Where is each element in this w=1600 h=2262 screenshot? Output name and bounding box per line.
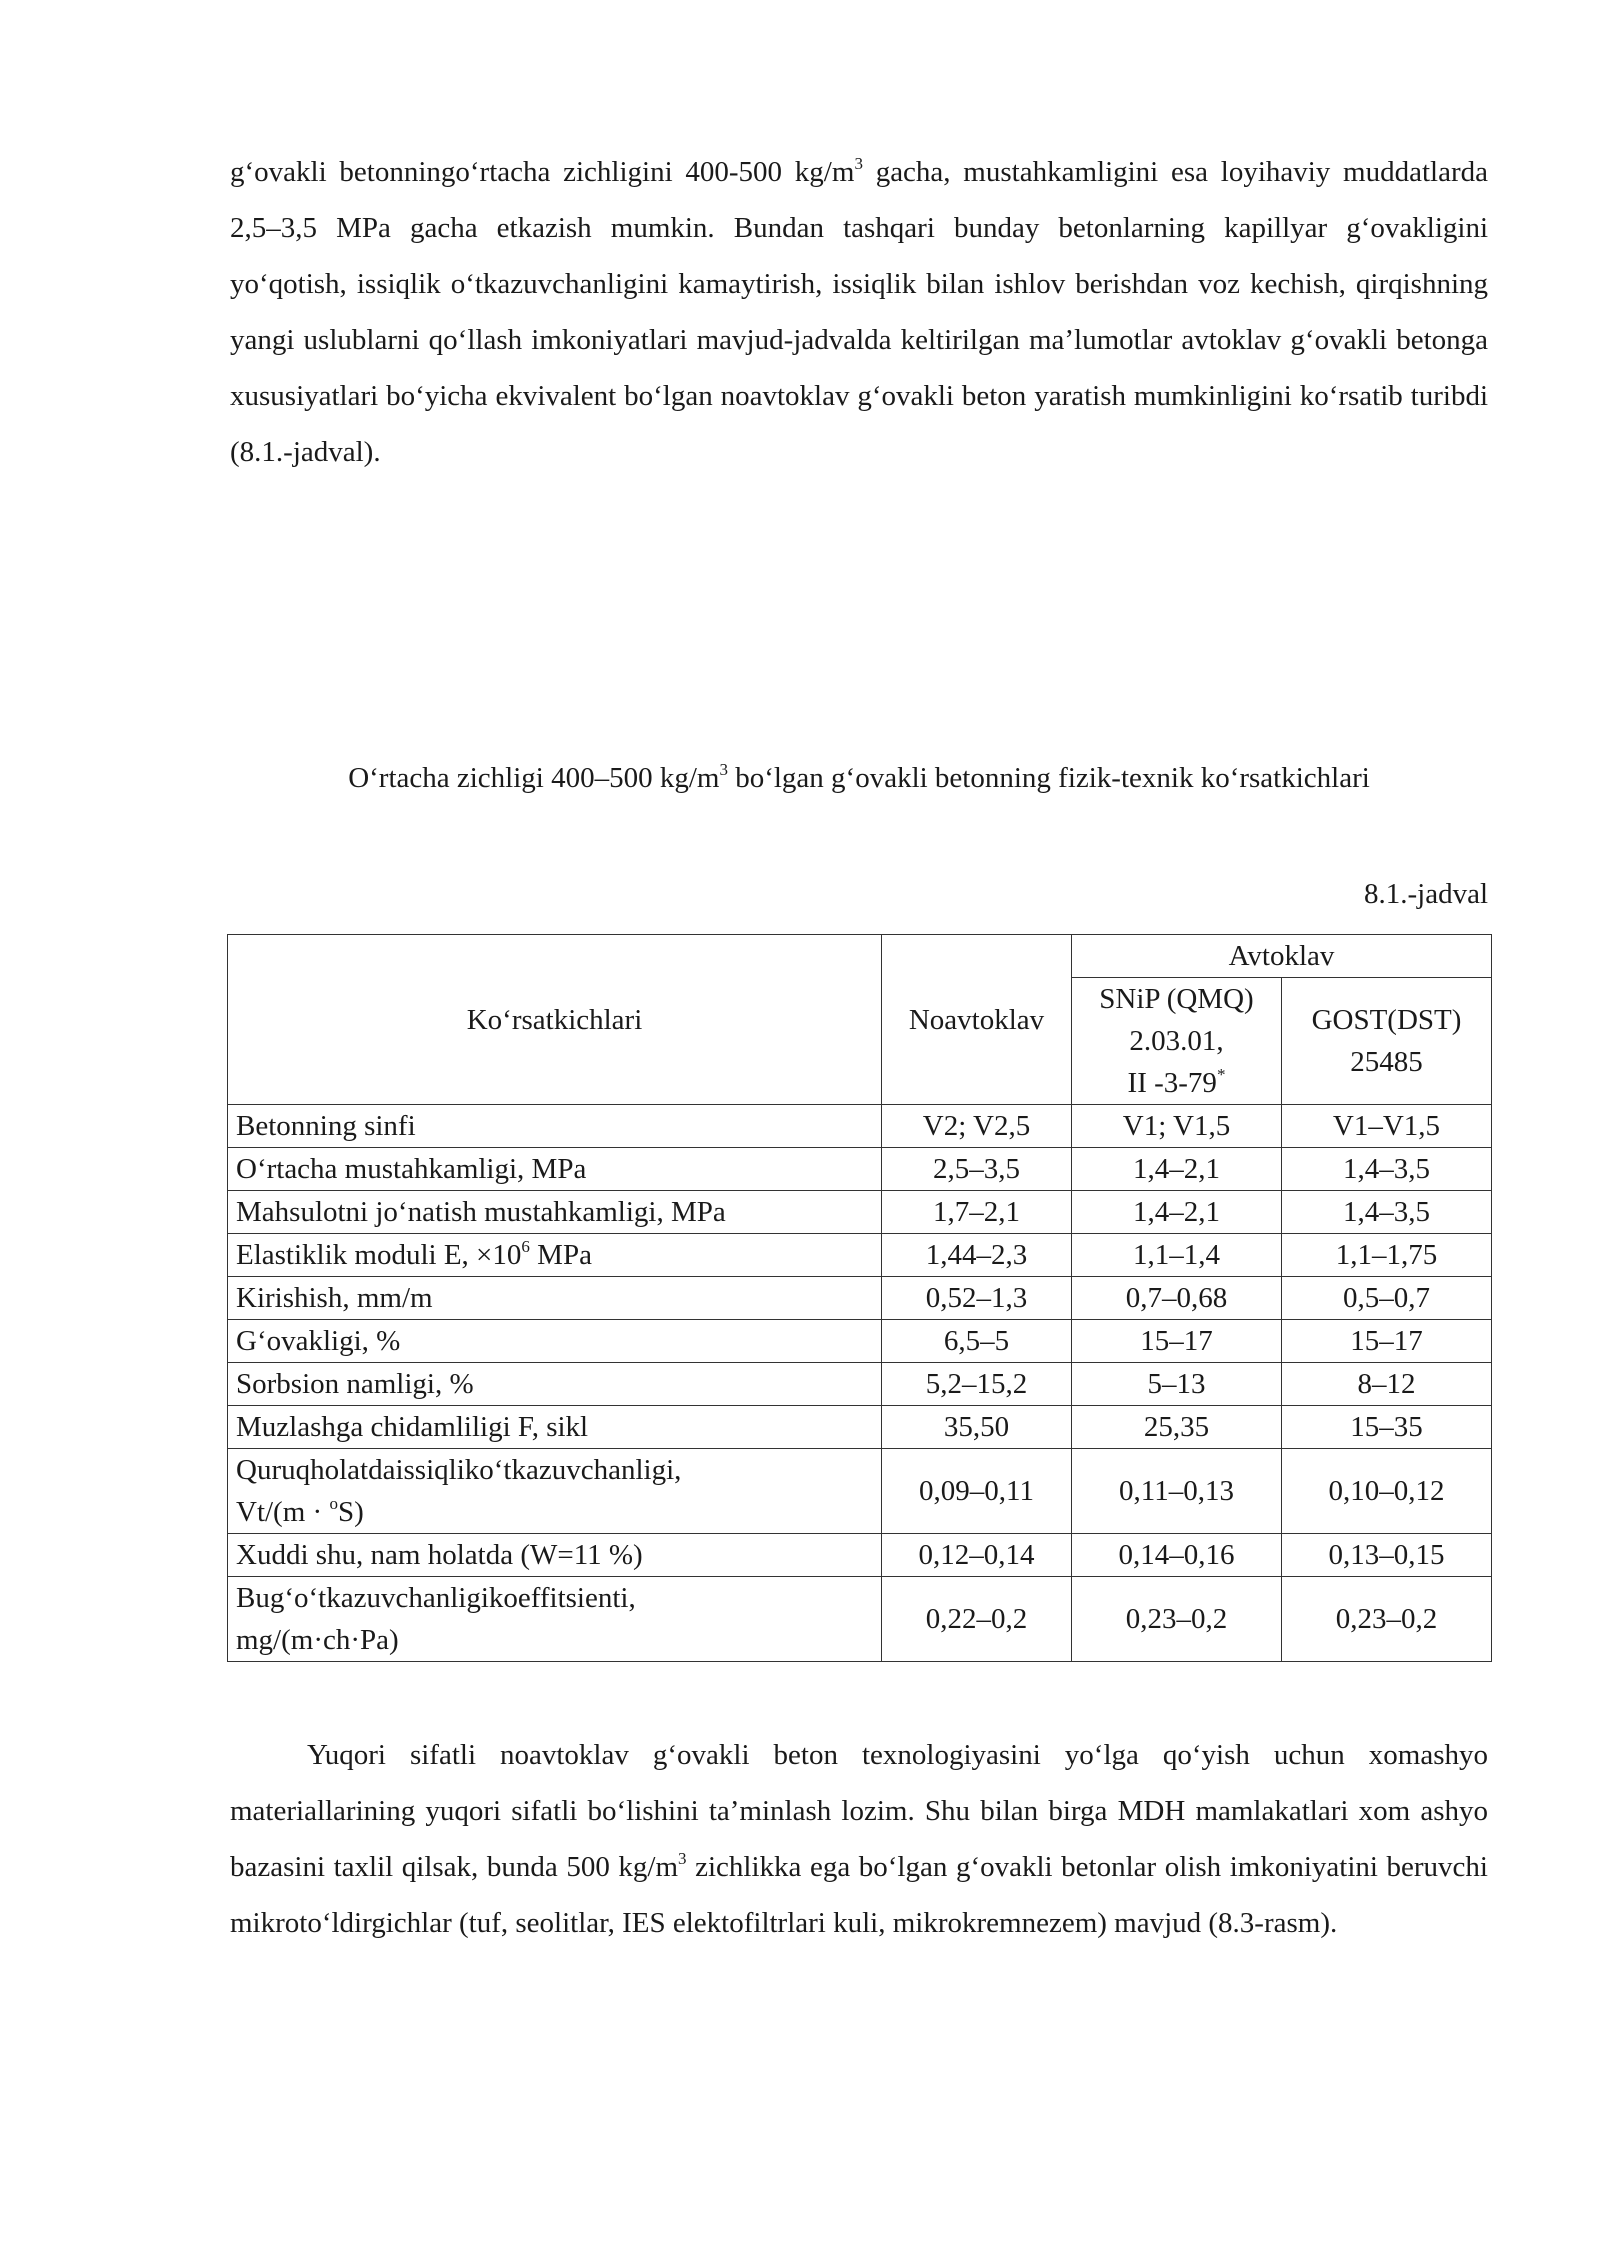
cell-gost: 1,1–1,75 <box>1282 1234 1492 1277</box>
row-label: O‘rtacha mustahkamligi, MPa <box>228 1148 882 1191</box>
row-label-line2-part1: Vt/(m · <box>236 1496 330 1528</box>
cell-snip: 1,4–2,1 <box>1072 1148 1282 1191</box>
cell-noavtoklav: 1,44–2,3 <box>882 1234 1072 1277</box>
closing-text-part2: zichlikka ega bo‘lgan g‘ovakli betonlar olish imkoniyatini beruvchi mikroto‘ldirgichlar (tuf, seolitlar, IES elektofiltrlari kuli, mikrokremnezem) mavjud (8.3-rasm). <box>230 1851 1488 1939</box>
cell-gost: 0,23–0,2 <box>1282 1577 1492 1662</box>
header-gost <box>1282 978 1492 1105</box>
cell-snip: 5–13 <box>1072 1363 1282 1406</box>
closing-paragraph <box>230 1727 1488 1951</box>
header-snip-line3 <box>1078 1062 1275 1104</box>
row-label-line2-part2: S) <box>337 1496 364 1528</box>
cell-noavtoklav: V2; V2,5 <box>882 1105 1072 1148</box>
cell-gost: 0,10–0,12 <box>1282 1449 1492 1534</box>
cell-noavtoklav: 1,7–2,1 <box>882 1191 1072 1234</box>
cell-snip: V1; V1,5 <box>1072 1105 1282 1148</box>
row-label-line1: Quruqholatdaissiqliko‘tkazuvchanligi, <box>236 1454 682 1486</box>
row-label: G‘ovakligi, % <box>228 1320 882 1363</box>
cell-snip: 25,35 <box>1072 1406 1282 1449</box>
header-gost-line1: GOST(DST) <box>1311 1004 1462 1036</box>
cell-gost: 1,4–3,5 <box>1282 1148 1492 1191</box>
cell-noavtoklav: 2,5–3,5 <box>882 1148 1072 1191</box>
cell-noavtoklav: 35,50 <box>882 1406 1072 1449</box>
header-snip-footnote-mark: * <box>1216 1065 1226 1084</box>
table-row <box>228 1577 1492 1662</box>
row-label: Betonning sinfi <box>228 1105 882 1148</box>
cell-snip: 0,23–0,2 <box>1072 1577 1282 1662</box>
intro-text-part1: g‘ovakli betonningo‘rtacha zichligini 400-500 kg/m <box>230 156 855 188</box>
table-header-row-1 <box>228 935 1492 978</box>
row-label-line1: Bug‘o‘tkazuvchanligikoeffitsienti, <box>236 1582 636 1614</box>
row-label-superscript: 6 <box>521 1237 530 1256</box>
header-indicators: Ko‘rsatkichlari <box>228 935 882 1105</box>
row-label: Muzlashga chidamliligi F, sikl <box>228 1406 882 1449</box>
cell-snip: 0,11–0,13 <box>1072 1449 1282 1534</box>
cell-gost: V1–V1,5 <box>1282 1105 1492 1148</box>
row-label <box>228 1577 882 1662</box>
header-avtoklav: Avtoklav <box>1072 935 1492 978</box>
cell-noavtoklav: 6,5–5 <box>882 1320 1072 1363</box>
caption-superscript: 3 <box>719 760 728 779</box>
cell-gost: 15–17 <box>1282 1320 1492 1363</box>
properties-table <box>227 934 1492 1662</box>
row-label: Kirishish, mm/m <box>228 1277 882 1320</box>
cell-noavtoklav: 5,2–15,2 <box>882 1363 1072 1406</box>
table-row <box>228 1406 1492 1449</box>
header-snip-line1: SNiP (QMQ) <box>1099 983 1254 1015</box>
cell-snip: 15–17 <box>1072 1320 1282 1363</box>
row-label-part2: MPa <box>529 1239 592 1271</box>
cell-gost: 0,13–0,15 <box>1282 1534 1492 1577</box>
row-label: Sorbsion namligi, % <box>228 1363 882 1406</box>
intro-paragraph <box>230 144 1488 480</box>
cell-gost: 0,5–0,7 <box>1282 1277 1492 1320</box>
cell-gost: 15–35 <box>1282 1406 1492 1449</box>
header-gost-line2: 25485 <box>1350 1046 1423 1078</box>
table-row <box>228 1363 1492 1406</box>
header-snip-line2: 2.03.01, <box>1129 1025 1224 1057</box>
table-caption <box>230 762 1488 795</box>
intro-text-part2: gacha, mustahkamligini esa loyihaviy muddatlarda 2,5–3,5 MPa gacha etkazish mumkin. Bundan tashqari bunday betonlarning kapillyar g‘ovakligini yo‘qotish, issiqlik o‘tkazuvchanligini kamaytirish, issiqlik bilan ishlov berishdan voz kechish, qirqishning yangi uslublarni qo‘llash imkoniyatlari mavjud-jadvalda keltirilgan ma’lumotlar avtoklav g‘ovakli betonga xususiyatlari bo‘yicha ekvivalent bo‘lgan noavtoklav g‘ovakli beton yaratish mumkinligini ko‘rsatib turibdi (8.1.-jadval). <box>230 156 1489 468</box>
closing-superscript: 3 <box>678 1849 687 1868</box>
row-label-line2 <box>236 1491 875 1533</box>
cell-noavtoklav: 0,12–0,14 <box>882 1534 1072 1577</box>
cell-snip: 1,4–2,1 <box>1072 1191 1282 1234</box>
caption-part2: bo‘lgan g‘ovakli betonning fizik-texnik ko‘rsatkichlari <box>727 762 1370 794</box>
row-label <box>228 1234 882 1277</box>
table-number: 8.1.-jadval <box>1363 878 1488 910</box>
header-snip-line3-text: II -3-79 <box>1127 1067 1217 1099</box>
intro-superscript: 3 <box>854 154 863 173</box>
cell-noavtoklav: 0,09–0,11 <box>882 1449 1072 1534</box>
row-label <box>228 1449 882 1534</box>
table-row <box>228 1148 1492 1191</box>
cell-gost: 8–12 <box>1282 1363 1492 1406</box>
cell-noavtoklav: 0,22–0,2 <box>882 1577 1072 1662</box>
header-snip <box>1072 978 1282 1105</box>
table-row <box>228 1320 1492 1363</box>
row-label-part1: Elastiklik moduli E, ×10 <box>236 1239 522 1271</box>
row-label: Xuddi shu, nam holatda (W=11 %) <box>228 1534 882 1577</box>
header-noavtoklav: Noavtoklav <box>882 935 1072 1105</box>
cell-snip: 1,1–1,4 <box>1072 1234 1282 1277</box>
cell-snip: 0,14–0,16 <box>1072 1534 1282 1577</box>
caption-part1: O‘rtacha zichligi 400–500 kg/m <box>348 762 720 794</box>
row-label: Mahsulotni jo‘natish mustahkamligi, MPa <box>228 1191 882 1234</box>
table-row <box>228 1234 1492 1277</box>
closing-text-part1: Yuqori sifatli noavtoklav g‘ovakli beton texnologiyasini yo‘lga qo‘yish uchun xomashyo materiallarining yuqori sifatli bo‘lishini ta’minlash lozim. Shu bilan birga MDH mamlakatlari xom ashyo bazasini taxlil qilsak, bunda 500 kg/m <box>230 1739 1488 1883</box>
cell-gost: 1,4–3,5 <box>1282 1191 1492 1234</box>
table-row <box>228 1277 1492 1320</box>
table-row <box>228 1449 1492 1534</box>
cell-noavtoklav: 0,52–1,3 <box>882 1277 1072 1320</box>
table-row <box>228 1191 1492 1234</box>
row-label-line2: mg/(m·ch·Pa) <box>236 1624 399 1656</box>
table-row <box>228 1534 1492 1577</box>
row-label-degree: o <box>329 1494 338 1513</box>
cell-snip: 0,7–0,68 <box>1072 1277 1282 1320</box>
table-row <box>228 1105 1492 1148</box>
